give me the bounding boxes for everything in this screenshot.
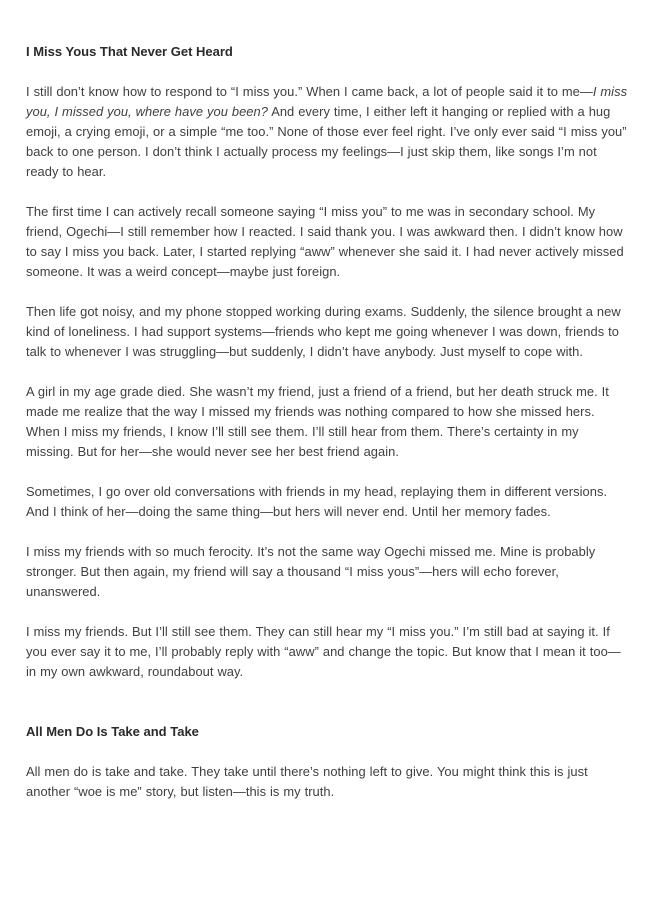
essay-paragraph: [26, 82, 628, 182]
paragraph-text: I still don’t know how to respond to “I miss you.” When I came back, a lot of people said it to me—: [26, 84, 593, 99]
paragraph-text: Then life got noisy, and my phone stopped working during exams. Suddenly, the silence brought a new kind of loneliness. I had support systems—friends who kept me going whenever I was down, friends to talk to whenever I was struggling—but suddenly, I didn’t have anybody. Just myself to cope with.: [26, 304, 621, 359]
essay-paragraph: [26, 622, 628, 682]
essay-title: All Men Do Is Take and Take: [26, 724, 199, 739]
essay-paragraph: [26, 482, 628, 522]
paragraph-text: The first time I can actively recall someone saying “I miss you” to me was in secondary school. My friend, Ogechi—I still remember how I reacted. I said thank you. I was awkward then. I didn’t know how to say I miss you back. Later, I started replying “aww” whenever she said it. I had never actively missed someone. It was a weird concept—maybe just foreign.: [26, 204, 624, 279]
essay-paragraph: [26, 382, 628, 462]
essay-title: I Miss Yous That Never Get Heard: [26, 44, 233, 59]
essay-paragraph: [26, 542, 628, 602]
paragraph-text: Sometimes, I go over old conversations with friends in my head, replaying them in different versions. And I think of her—doing the same thing—but hers will never end. Until her memory fades.: [26, 484, 608, 519]
paragraph-text: I miss my friends. But I’ll still see them. They can still hear my “I miss you.” I’m still bad at saying it. If you ever say it to me, I’ll probably reply with “aww” and change the topic. But know that I mean it too—in my own awkward, roundabout way.: [26, 624, 621, 679]
paragraph-italic-text: I miss you, I missed you, where have you been?: [26, 84, 628, 119]
section-spacer: [26, 702, 628, 722]
essay-paragraph: [26, 302, 628, 362]
paragraph-text: I miss my friends with so much ferocity. It’s not the same way Ogechi missed me. Mine is probably stronger. But then again, my friend will say a thousand “I miss yous”—hers will echo forever, unanswered.: [26, 544, 596, 599]
essay-paragraph: [26, 762, 628, 802]
essay-paragraph: [26, 202, 628, 282]
paragraph-text: All men do is take and take. They take until there’s nothing left to give. You might think this is just another “woe is me” story, but listen—this is my truth.: [26, 764, 588, 799]
paragraph-text: A girl in my age grade died. She wasn’t my friend, just a friend of a friend, but her death struck me. It made me realize that the way I missed my friends was nothing compared to how she missed hers. When I miss my friends, I know I’ll still see them. I’ll still hear from them. There’s certainty in my missing. But for her—she would never see her best friend again.: [26, 384, 609, 459]
paragraph-text: And every time, I either left it hanging or replied with a hug emoji, a crying emoji, or a simple “me too.” None of those ever feel right. I’ve only ever said “I miss you” back to one person. I don’t think I actually process my feelings—I just skip them, like songs I’m not ready to hear.: [26, 104, 627, 179]
